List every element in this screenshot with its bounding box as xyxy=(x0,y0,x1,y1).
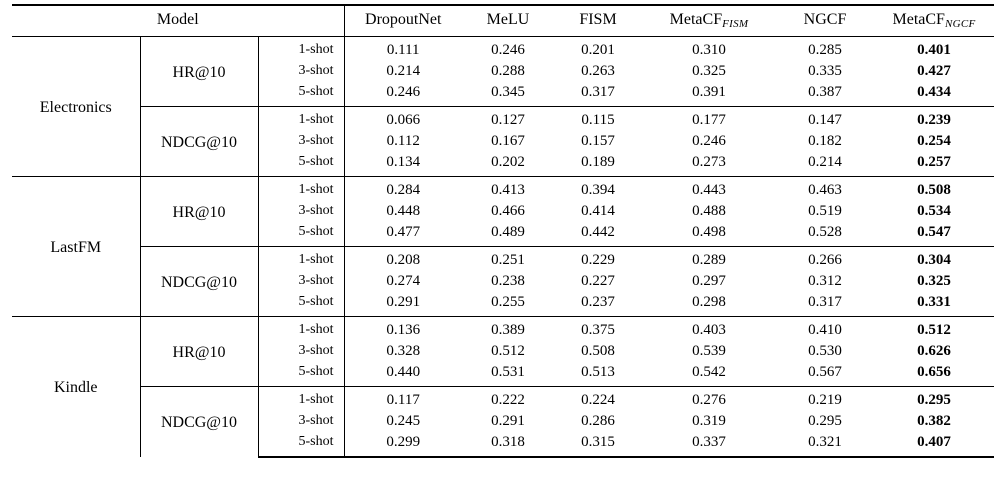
metric-value: 0.201 xyxy=(554,36,642,61)
metric-value: 0.508 xyxy=(581,342,615,359)
shot-label: 5-shot xyxy=(258,152,344,177)
metric-value: 0.389 xyxy=(462,316,554,341)
metric-value: 0.263 xyxy=(581,62,615,79)
metric-name: NDCG@10 xyxy=(140,106,258,176)
metric-value: 0.512 xyxy=(874,316,994,341)
metric-value: 0.534 xyxy=(917,202,951,219)
header-method-2 xyxy=(462,5,554,36)
metric-value: 0.066 xyxy=(344,106,462,131)
metric-value: 0.427 xyxy=(917,62,951,79)
shot-label: 1-shot xyxy=(258,316,344,341)
metric-value: 0.304 xyxy=(874,246,994,271)
metric-value: 0.328 xyxy=(344,341,462,362)
metric-value: 0.202 xyxy=(491,153,525,170)
shot-label: 3-shot xyxy=(258,341,344,362)
shot-label: 1-shot xyxy=(258,106,344,131)
header-method-subscript: NGCF xyxy=(944,17,976,30)
results-table-body xyxy=(12,5,994,457)
metric-value: 0.310 xyxy=(642,36,776,61)
metric-value: 0.394 xyxy=(554,176,642,201)
metric-value: 0.656 xyxy=(917,363,951,380)
table-row xyxy=(12,386,994,411)
header-method-name: MetaCF xyxy=(669,11,723,28)
header-method-1 xyxy=(344,5,462,36)
header-method-4 xyxy=(642,5,776,36)
metric-value: 0.246 xyxy=(692,132,726,149)
table-row xyxy=(12,316,994,341)
metric-value: 0.403 xyxy=(642,316,776,341)
table-row xyxy=(12,106,994,131)
metric-value: 0.443 xyxy=(642,176,776,201)
metric-value: 0.414 xyxy=(581,202,615,219)
header-method-subscript: FISM xyxy=(722,17,749,30)
metric-value: 0.335 xyxy=(808,62,842,79)
metric-value: 0.387 xyxy=(808,83,842,100)
results-table xyxy=(12,4,994,458)
metric-name: HR@10 xyxy=(140,176,258,246)
metric-name: NDCG@10 xyxy=(140,246,258,316)
header-model-label: Model xyxy=(12,5,344,36)
metric-value: 0.321 xyxy=(776,432,874,457)
metric-value: 0.489 xyxy=(491,223,525,240)
metric-value: 0.315 xyxy=(554,432,642,457)
shot-label: 3-shot xyxy=(258,61,344,82)
metric-value: 0.291 xyxy=(344,292,462,317)
metric-value: 0.167 xyxy=(491,132,525,149)
metric-value: 0.513 xyxy=(581,363,615,380)
metric-value: 0.238 xyxy=(491,272,525,289)
metric-value: 0.288 xyxy=(491,62,525,79)
dataset-name: Electronics xyxy=(12,36,140,176)
shot-label: 5-shot xyxy=(258,82,344,107)
metric-value: 0.477 xyxy=(344,222,462,247)
metric-name: HR@10 xyxy=(140,316,258,386)
shot-label: 5-shot xyxy=(258,292,344,317)
metric-value: 0.413 xyxy=(462,176,554,201)
metric-value: 0.115 xyxy=(554,106,642,131)
metric-value: 0.547 xyxy=(917,223,951,240)
shot-label: 5-shot xyxy=(258,432,344,457)
header-method-3 xyxy=(554,5,642,36)
header-method-name: FISM xyxy=(579,11,617,29)
table-row xyxy=(12,176,994,201)
header-method-name: NGCF xyxy=(803,11,847,29)
shot-label: 3-shot xyxy=(258,131,344,152)
metric-value: 0.434 xyxy=(917,83,951,100)
metric-value: 0.319 xyxy=(692,412,726,429)
metric-value: 0.208 xyxy=(344,246,462,271)
metric-value: 0.626 xyxy=(917,342,951,359)
metric-value: 0.498 xyxy=(692,223,726,240)
metric-value: 0.117 xyxy=(344,386,462,411)
metric-value: 0.147 xyxy=(776,106,874,131)
metric-value: 0.177 xyxy=(642,106,776,131)
metric-value: 0.519 xyxy=(808,202,842,219)
dataset-name: LastFM xyxy=(12,176,140,316)
metric-value: 0.567 xyxy=(808,363,842,380)
metric-value: 0.111 xyxy=(344,36,462,61)
shot-label: 3-shot xyxy=(258,201,344,222)
metric-value: 0.391 xyxy=(692,83,726,100)
metric-value: 0.530 xyxy=(808,342,842,359)
metric-value: 0.317 xyxy=(808,293,842,310)
dataset-name: Kindle xyxy=(12,316,140,457)
metric-value: 0.508 xyxy=(874,176,994,201)
metric-value: 0.297 xyxy=(692,272,726,289)
metric-value: 0.255 xyxy=(491,293,525,310)
metric-value: 0.448 xyxy=(344,201,462,222)
table-row xyxy=(12,246,994,271)
metric-value: 0.273 xyxy=(692,153,726,170)
metric-value: 0.298 xyxy=(692,293,726,310)
metric-name: NDCG@10 xyxy=(140,386,258,457)
metric-value: 0.257 xyxy=(917,153,951,170)
metric-value: 0.229 xyxy=(554,246,642,271)
metric-value: 0.442 xyxy=(581,223,615,240)
table-row xyxy=(12,36,994,61)
metric-value: 0.276 xyxy=(642,386,776,411)
metric-value: 0.222 xyxy=(462,386,554,411)
metric-value: 0.136 xyxy=(344,316,462,341)
metric-value: 0.440 xyxy=(344,362,462,387)
metric-value: 0.274 xyxy=(344,271,462,292)
metric-value: 0.317 xyxy=(581,83,615,100)
metric-value: 0.407 xyxy=(874,432,994,457)
metric-value: 0.189 xyxy=(581,153,615,170)
metric-value: 0.410 xyxy=(776,316,874,341)
header-method-6 xyxy=(874,5,994,36)
metric-value: 0.299 xyxy=(344,432,462,457)
metric-value: 0.325 xyxy=(692,62,726,79)
header-method-name: DropoutNet xyxy=(365,11,442,29)
metric-value: 0.312 xyxy=(808,272,842,289)
metric-value: 0.112 xyxy=(344,131,462,152)
metric-value: 0.246 xyxy=(344,82,462,107)
header-method-5 xyxy=(776,5,874,36)
metric-value: 0.214 xyxy=(344,61,462,82)
metric-value: 0.227 xyxy=(581,272,615,289)
metric-value: 0.466 xyxy=(491,202,525,219)
metric-value: 0.375 xyxy=(554,316,642,341)
shot-label: 1-shot xyxy=(258,386,344,411)
metric-value: 0.251 xyxy=(462,246,554,271)
metric-value: 0.295 xyxy=(874,386,994,411)
shot-label: 5-shot xyxy=(258,222,344,247)
metric-value: 0.295 xyxy=(808,412,842,429)
metric-value: 0.182 xyxy=(808,132,842,149)
metric-value: 0.224 xyxy=(554,386,642,411)
metric-value: 0.246 xyxy=(462,36,554,61)
metric-value: 0.291 xyxy=(491,412,525,429)
metric-value: 0.542 xyxy=(692,363,726,380)
header-method-name: MetaCF xyxy=(892,11,945,28)
metric-value: 0.488 xyxy=(692,202,726,219)
shot-label: 3-shot xyxy=(258,411,344,432)
metric-value: 0.401 xyxy=(874,36,994,61)
shot-label: 1-shot xyxy=(258,176,344,201)
shot-label: 1-shot xyxy=(258,36,344,61)
metric-value: 0.134 xyxy=(344,152,462,177)
metric-value: 0.382 xyxy=(917,412,951,429)
metric-value: 0.318 xyxy=(462,432,554,457)
metric-value: 0.337 xyxy=(642,432,776,457)
metric-value: 0.345 xyxy=(491,83,525,100)
metric-value: 0.531 xyxy=(491,363,525,380)
metric-value: 0.463 xyxy=(776,176,874,201)
metric-value: 0.539 xyxy=(692,342,726,359)
shot-label: 5-shot xyxy=(258,362,344,387)
metric-value: 0.245 xyxy=(344,411,462,432)
metric-value: 0.237 xyxy=(581,293,615,310)
table-header-row xyxy=(12,5,994,36)
metric-value: 0.285 xyxy=(776,36,874,61)
metric-value: 0.528 xyxy=(808,223,842,240)
metric-value: 0.286 xyxy=(581,412,615,429)
metric-value: 0.512 xyxy=(491,342,525,359)
metric-value: 0.239 xyxy=(874,106,994,131)
metric-value: 0.284 xyxy=(344,176,462,201)
metric-value: 0.325 xyxy=(917,272,951,289)
metric-name: HR@10 xyxy=(140,36,258,106)
metric-value: 0.219 xyxy=(776,386,874,411)
metric-value: 0.266 xyxy=(776,246,874,271)
metric-value: 0.127 xyxy=(462,106,554,131)
metric-value: 0.331 xyxy=(917,293,951,310)
header-method-name: MeLU xyxy=(486,11,530,29)
metric-value: 0.289 xyxy=(642,246,776,271)
metric-value: 0.254 xyxy=(917,132,951,149)
shot-label: 1-shot xyxy=(258,246,344,271)
metric-value: 0.157 xyxy=(581,132,615,149)
shot-label: 3-shot xyxy=(258,271,344,292)
metric-value: 0.214 xyxy=(808,153,842,170)
